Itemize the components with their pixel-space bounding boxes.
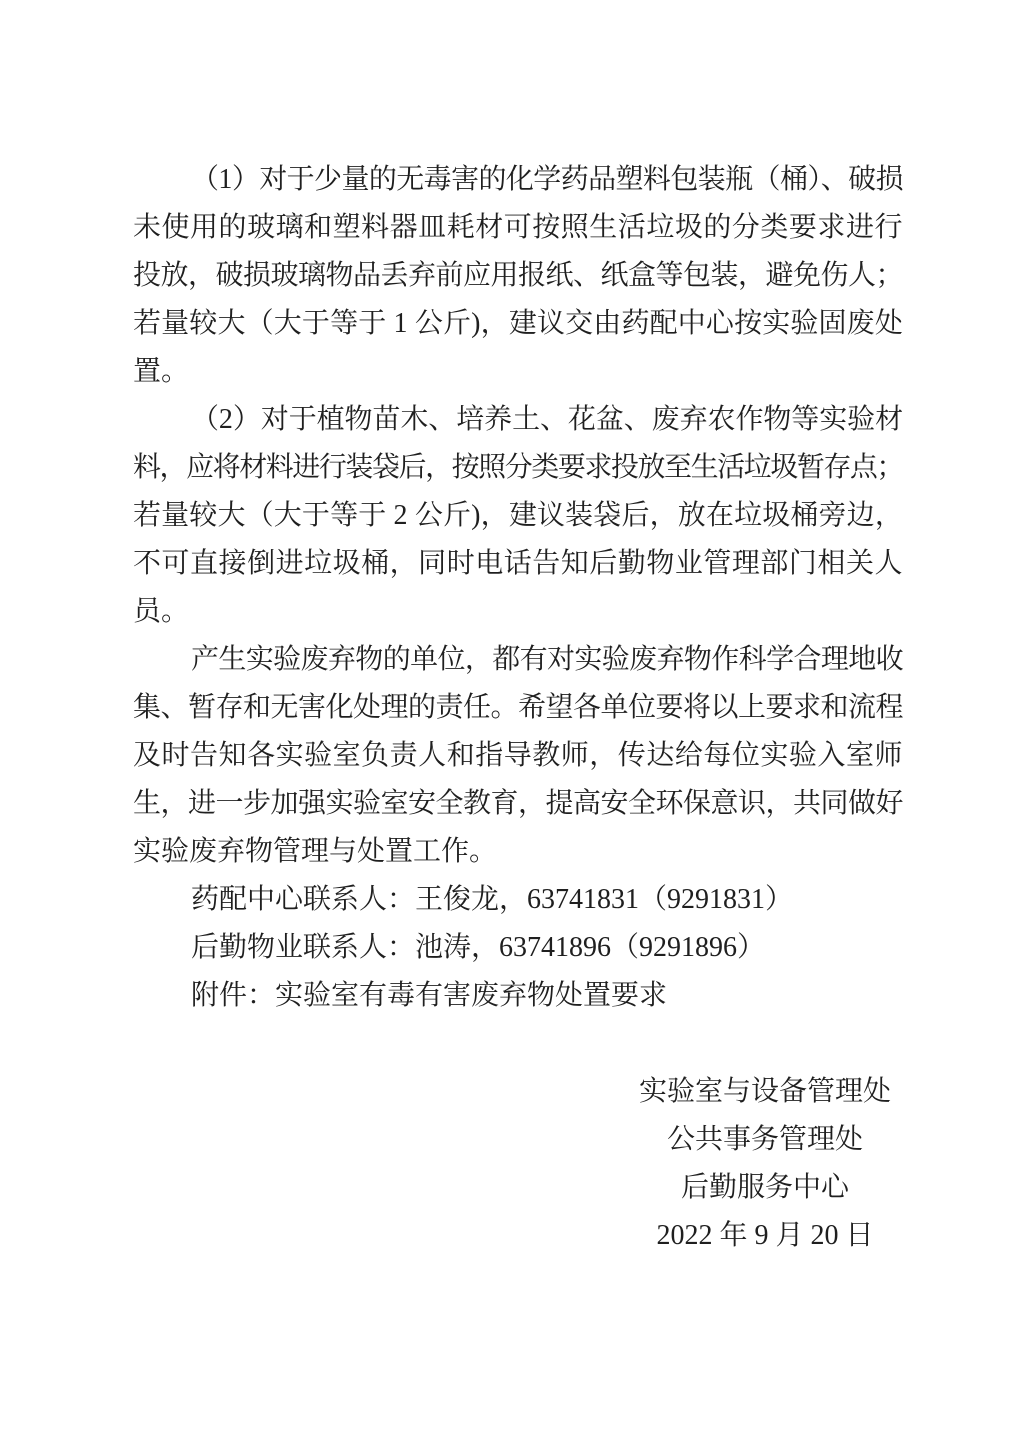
paragraph-text: 产生实验废弃物的单位，都有对实验废弃物作科学合理地收 xyxy=(191,644,903,675)
signature-date xyxy=(605,1212,925,1260)
paragraph-3-line-3 xyxy=(133,732,903,780)
signature-org-3 xyxy=(605,1164,925,1212)
signature-date-text: 2022 年 9 月 20 日 xyxy=(656,1220,874,1251)
paragraph-text: 员。 xyxy=(133,596,190,627)
attachment-text: 附件：实验室有毒有害废弃物处置要求 xyxy=(191,980,668,1011)
paragraph-3-line-5 xyxy=(133,828,903,876)
paragraph-text: 料，应将材料进行装袋后，按照分类要求投放至生活垃圾暂存点； xyxy=(133,452,903,483)
paragraph-2-line-2 xyxy=(133,444,903,492)
paragraph-1-line-5 xyxy=(133,348,903,396)
blank-line xyxy=(133,1020,903,1068)
signature-text: 实验室与设备管理处 xyxy=(638,1076,891,1107)
document-body xyxy=(133,156,903,1260)
paragraph-text: 置。 xyxy=(133,356,190,387)
paragraph-2-line-4 xyxy=(133,540,903,588)
paragraph-3-line-1 xyxy=(133,636,903,684)
paragraph-text: 未使用的玻璃和塑料器皿耗材可按照生活垃圾的分类要求进行 xyxy=(133,212,903,243)
paragraph-text: 投放，破损玻璃物品丢弃前应用报纸、纸盒等包装，避免伤人； xyxy=(133,260,903,291)
contact-text: 后勤物业联系人：池涛，63741896（9291896） xyxy=(191,932,766,963)
signature-text: 后勤服务中心 xyxy=(680,1172,849,1203)
signature-org-2 xyxy=(605,1116,925,1164)
paragraph-text: （1）对于少量的无毒害的化学药品塑料包装瓶（桶）、破损 xyxy=(191,164,903,195)
paragraph-3-line-4 xyxy=(133,780,903,828)
paragraph-1-line-2 xyxy=(133,204,903,252)
paragraph-3-line-2 xyxy=(133,684,903,732)
contact-line-logistics-property xyxy=(133,924,903,972)
contact-line-pharmacy-center xyxy=(133,876,903,924)
paragraph-text: 若量较大（大于等于 2 公斤)，建议装袋后，放在垃圾桶旁边， xyxy=(133,500,903,531)
paragraph-text: （2）对于植物苗木、培养土、花盆、废弃农作物等实验材 xyxy=(191,404,903,435)
paragraph-2-line-1 xyxy=(133,396,903,444)
signature-org-1 xyxy=(605,1068,925,1116)
contact-text: 药配中心联系人：王俊龙，63741831（9291831） xyxy=(191,884,794,915)
paragraph-text: 生，进一步加强实验室安全教育，提高安全环保意识，共同做好 xyxy=(133,788,903,819)
paragraph-1-line-3 xyxy=(133,252,903,300)
signature-block xyxy=(605,1068,925,1260)
paragraph-text: 不可直接倒进垃圾桶，同时电话告知后勤物业管理部门相关人 xyxy=(133,548,903,579)
paragraph-1-line-1 xyxy=(133,156,903,204)
paragraph-1-line-4 xyxy=(133,300,903,348)
paragraph-text: 实验废弃物管理与处置工作。 xyxy=(133,836,498,867)
paragraph-2-line-5 xyxy=(133,588,903,636)
paragraph-text: 集、暂存和无害化处理的责任。希望各单位要将以上要求和流程 xyxy=(133,692,903,723)
paragraph-text: 及时告知各实验室负责人和指导教师，传达给每位实验入室师 xyxy=(133,740,903,771)
paragraph-2-line-3 xyxy=(133,492,903,540)
attachment-line xyxy=(133,972,903,1020)
paragraph-text: 若量较大（大于等于 1 公斤)，建议交由药配中心按实验固废处 xyxy=(133,308,903,339)
signature-text: 公共事务管理处 xyxy=(666,1124,863,1155)
